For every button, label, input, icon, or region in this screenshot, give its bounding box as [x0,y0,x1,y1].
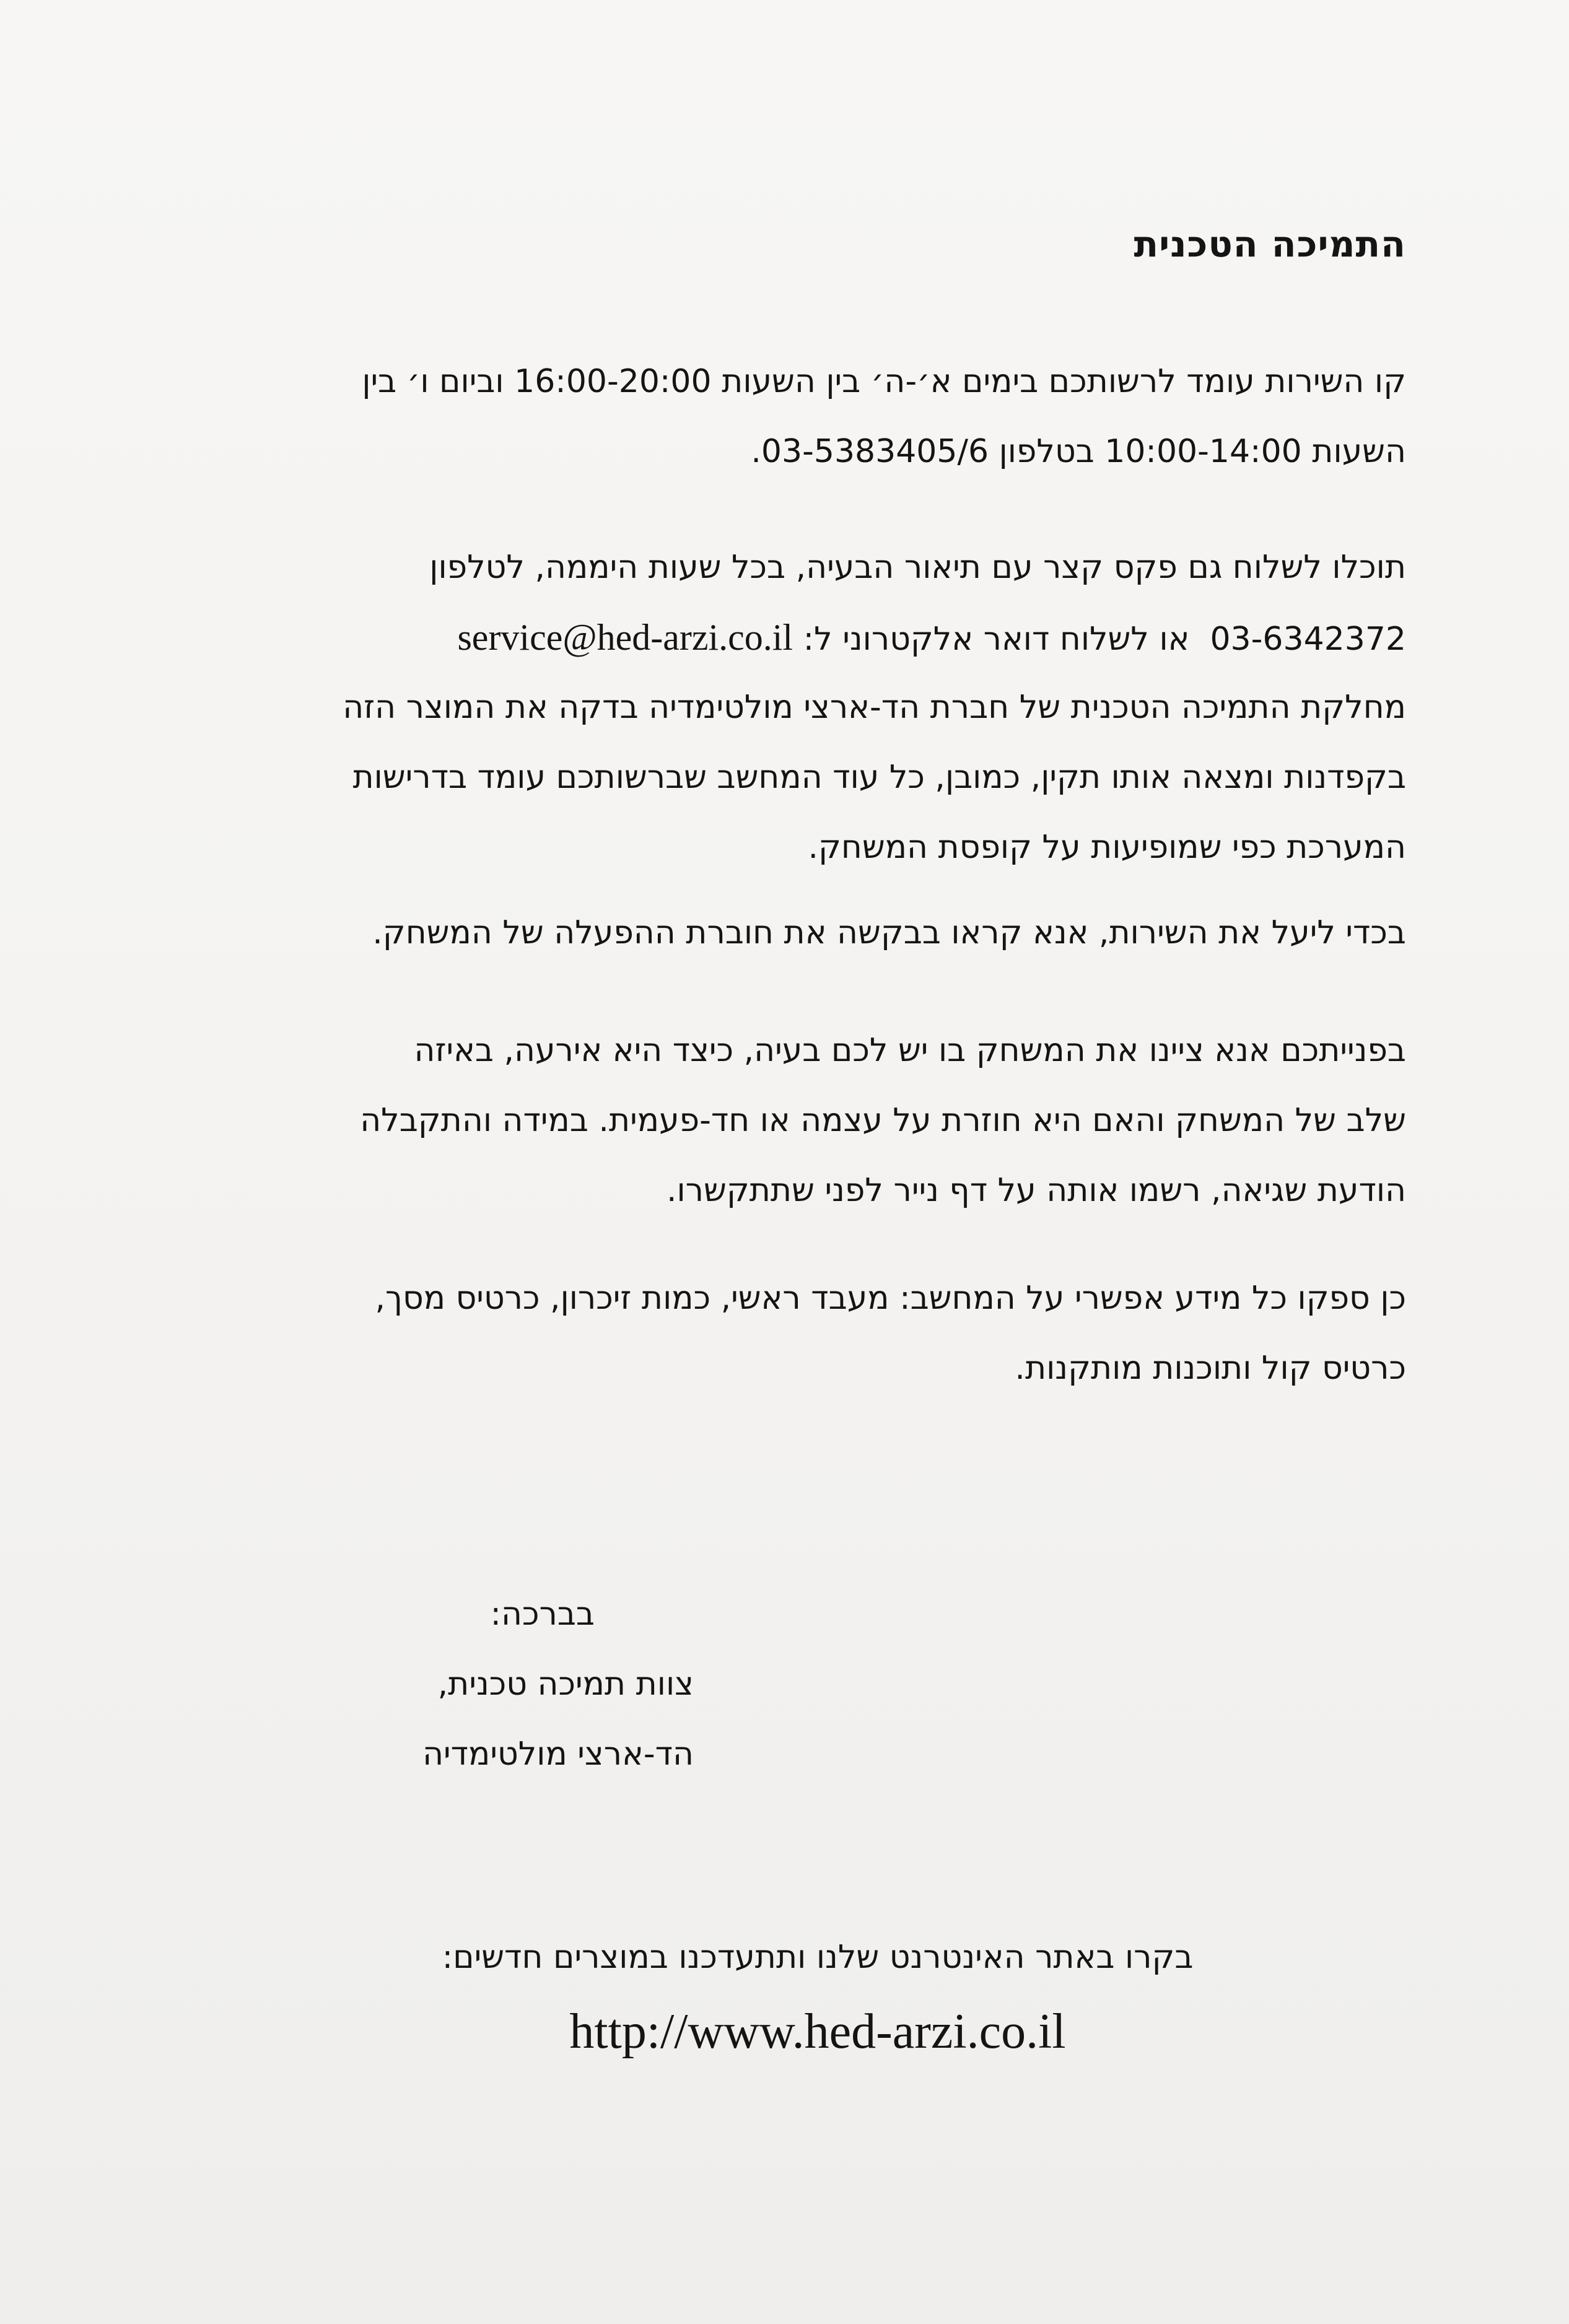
manual-paragraph [149,898,1406,968]
support-email-link[interactable]: service@hed-arzi.co.il [457,617,793,658]
paragraph-line: בכדי ליעל את השירות, אנא קראו בבקשה את חוברת ההפעלה של המשחק. [372,914,1406,951]
computer-info-paragraph [149,1264,1406,1404]
page-title: התמיכה הטכנית [1134,223,1406,265]
email-intro-text: או לשלוח דואר אלקטרוני ל: [803,621,1190,658]
contact-line [149,603,1406,673]
website-invitation: בקרו באתר האינטרנט שלנו ותתעדכנו במוצרים חדשים: [442,1939,1194,1976]
signature-block [322,1579,694,1789]
paragraph-line: תוכלו לשלוח גם פקס קצר עם תיאור הבעיה, בכל שעות היממה, לטלפון [429,549,1406,586]
website-link[interactable]: http://www.hed-arzi.co.il [569,2004,1066,2059]
signature-company: הד-ארצי מולטימדיה [422,1736,694,1773]
paragraph-line: המערכת כפי שמופיעות על קופסת המשחק. [808,829,1406,866]
paragraph-line: כן ספקו כל מידע אפשרי על המחשב: מעבד ראשי, כמות זיכרון, כרטיס מסך, [375,1280,1406,1317]
problem-details-paragraph [149,1016,1406,1226]
fax-email-paragraph [149,533,1406,883]
paragraph-line: קו השירות עומד לרשותכם בימים א׳-ה׳ בין השעות 16:00-20:00 וביום ו׳ בין [362,363,1406,400]
paragraph-line: שלב של המשחק והאם היא חוזרת על עצמה או חד-פעמית. במידה והתקבלה [360,1102,1406,1139]
signature-greeting: בברכה: [490,1596,595,1633]
paragraph-line: בקפדנות ומצאה אותו תקין, כמובן, כל עוד המחשב שברשותכם עומד בדרישות [352,759,1406,796]
paragraph-line: הודעת שגיאה, רשמו אותה על דף נייר לפני שתתקשרו. [666,1172,1406,1209]
service-hours-paragraph [149,347,1406,487]
signature-team: צוות תמיכה טכנית, [437,1666,694,1703]
paragraph-line: כרטיס קול ותוכנות מותקנות. [1015,1350,1406,1387]
paragraph-line: השעות 10:00-14:00 בטלפון 03-5383405/6. [751,433,1406,470]
fax-number: 03-6342372 [1210,621,1406,658]
paragraph-line: מחלקת התמיכה הטכנית של חברת הד-ארצי מולטימדיה בדקה את המוצר הזה [343,689,1406,726]
paragraph-line: בפנייתכם אנא ציינו את המשחק בו יש לכם בעיה, כיצד היא אירעה, באיזה [414,1032,1406,1069]
